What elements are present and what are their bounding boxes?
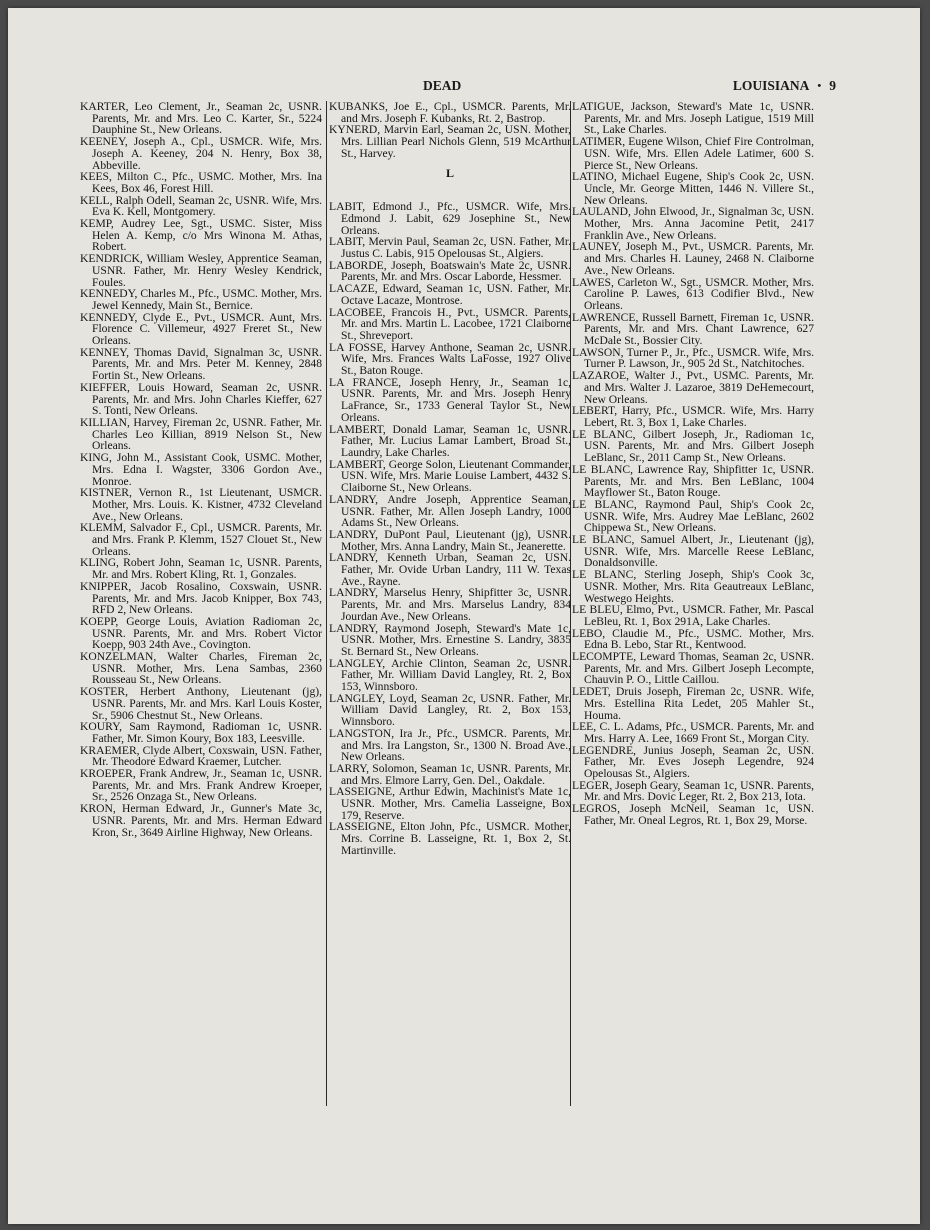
casualty-entry: LAUNEY, Joseph M., Pvt., USMCR. Parents, Mr. and Mrs. Charles H. Launey, 2468 N. Claiborne Ave., New Orleans. [572,240,814,277]
casualty-entry: KENDRICK, William Wesley, Apprentice Seaman, USNR. Father, Mr. Henry Wesley Kendrick, Foules. [80,252,322,289]
casualty-entry: LEGROS, Joseph McNeil, Seaman 1c, USN. Father, Mr. Oneal Legros, Rt. 1, Box 29, Morse. [572,802,814,827]
document-page [8,8,920,1224]
casualty-entry: KENNEDY, Charles M., Pfc., USMC. Mother, Mrs. Jewel Kennedy, Main St., Bernice. [80,287,322,312]
casualty-entry: LAWES, Carleton W., Sgt., USMCR. Mother, Mrs. Caroline P. Lawes, 613 Codifier Blvd., New Orleans. [572,275,814,312]
casualty-entry: LANDRY, Marselus Henry, Shipfitter 3c, USNR. Parents, Mr. and Mrs. Marselus Landry, 834 Jourdan Ave., New Orleans. [329,586,571,623]
casualty-entry: LASSEIGNE, Arthur Edwin, Machinist's Mate 1c, USNR. Mother, Mrs. Camelia Lasseigne, Box 179, Reserve. [329,785,571,822]
casualty-entry: KENNEDY, Clyde E., Pvt., USMCR. Aunt, Mrs. Florence C. Villemeur, 4927 Freret St., New Orleans. [80,310,322,348]
casualty-entry: KEMP, Audrey Lee, Sgt., USMC. Sister, Miss Helen A. Kemp, c/o Mrs Winona M. Athas, Robert. [80,217,322,254]
casualty-entry: KARTER, Leo Clement, Jr., Seaman 2c, USNR. Parents, Mr. and Mrs. Leo C. Karter, Sr., 5224 Dauphine St., New Orleans. [80,100,322,137]
column-left [80,101,322,838]
casualty-entry: KUBANKS, Joe E., Cpl., USMCR. Parents, Mr. and Mrs. Joseph F. Kubanks, Rt. 2, Bastrop. [329,100,571,125]
section-title: DEAD [423,78,462,93]
casualty-entry: KLEMM, Salvador F., Cpl., USMCR. Parents, Mr. and Mrs. Frank P. Klemm, 1527 Clouet St., New Orleans. [80,521,322,558]
casualty-entry: LANGLEY, Archie Clinton, Seaman 2c, USNR. Father, Mr. William David Langley, Rt. 2, Box 153, Winnsboro. [329,656,571,694]
casualty-entry: KELL, Ralph Odell, Seaman 2c, USNR. Wife, Mrs. Eva K. Kell, Montgomery. [80,193,322,219]
casualty-entry: KEENEY, Joseph A., Cpl., USMCR. Wife, Mrs. Joseph A. Keeney, 204 N. Henry, Box 38, Abbeville. [80,135,322,172]
casualty-entry: LA FOSSE, Harvey Anthone, Seaman 2c, USNR. Wife, Mrs. Frances Walts LaFosse, 1927 Olive St., Baton Rouge. [329,340,571,378]
column-middle-top [329,101,571,160]
casualty-entry: LATIGUE, Jackson, Steward's Mate 1c, USNR. Parents, Mr. and Mrs. Joseph Latigue, 1519 Mill St., Lake Charles. [572,100,814,137]
casualty-entry: KRON, Herman Edward, Jr., Gunner's Mate 3c, USNR. Parents, Mr. and Mrs. Herman Edward Kron, Sr., 3649 Airline Highway, New Orleans. [80,802,322,839]
casualty-entry: LE BLANC, Raymond Paul, Ship's Cook 2c, USNR. Wife, Mrs. Audrey Mae LeBlanc, 2602 Chippewa St., New Orleans. [572,497,814,535]
column-rule-left [326,101,327,1106]
casualty-entry: LANDRY, Raymond Joseph, Steward's Mate 1c, USNR. Mother, Mrs. Ernestine S. Landry, 3835 St. Bernard St., New Orleans. [329,621,571,658]
casualty-entry: LAZAROE, Walter J., Pvt., USMC. Parents, Mr. and Mrs. Walter J. Lazaroe, 3819 DeHemecourt, New Orleans. [572,369,814,406]
casualty-entry: KOEPP, George Louis, Aviation Radioman 2c, USNR. Parents, Mr. and Mrs. Robert Victor Koepp, 903 24th Ave., Covington. [80,614,322,652]
casualty-entry: KILLIAN, Harvey, Fireman 2c, USNR. Father, Mr. Charles Leo Killian, 8919 Nelson St., New Orleans. [80,415,322,453]
section-letter: L [445,165,454,180]
casualty-entry: KEES, Milton C., Pfc., USMC. Mother, Mrs. Ina Kees, Box 46, Forest Hill. [80,170,322,195]
casualty-entry: LATIMER, Eugene Wilson, Chief Fire Controlman, USN. Wife, Mrs. Ellen Adele Latimer, 600 S. Pierce St., New Orleans. [572,135,814,172]
casualty-entry: KNIPPER, Jacob Rosalino, Coxswain, USNR. Parents, Mr. and Mrs. Jacob Knipper, Box 743, RFD 2, New Orleans. [80,579,322,617]
casualty-entry: LARRY, Solomon, Seaman 1c, USNR. Parents, Mr. and Mrs. Elmore Larry, Gen. Del., Oakdale. [329,761,571,787]
casualty-entry: KYNERD, Marvin Earl, Seaman 2c, USN. Mother, Mrs. Lillian Pearl Nichols Glenn, 519 McArthur St., Harvey. [329,123,571,160]
page-number: 9 [829,78,836,93]
column-middle-bottom [329,201,571,856]
casualty-entry: LANDRY, Andre Joseph, Apprentice Seaman, USNR. Father, Mr. Allen Joseph Landry, 1000 Adams St., New Orleans. [329,492,571,530]
casualty-entry: LAWSON, Turner P., Jr., Pfc., USMCR. Wife, Mrs. Turner P. Lawson, Jr., 905 2d St., Natchitoches. [572,345,814,371]
casualty-entry: LEGER, Joseph Geary, Seaman 1c, USNR. Parents, Mr. and Mrs. Dovic Leger, Rt. 2, Box 213, Iota. [572,778,814,804]
casualty-entry: LACAZE, Edward, Seaman 1c, USN. Father, Mr. Octave Lacaze, Montrose. [329,282,571,307]
casualty-entry: LE BLANC, Gilbert Joseph, Jr., Radioman 1c, USN. Parents, Mr. and Mrs. Gilbert Joseph LeBlanc, Sr., 2011 Camp St., New Orleans. [572,427,814,465]
casualty-entry: KRAEMER, Clyde Albert, Coxswain, USN. Father, Mr. Theodore Edward Kraemer, Lutcher. [80,743,322,769]
casualty-entry: LANGSTON, Ira Jr., Pfc., USMCR. Parents, Mr. and Mrs. Ira Langston, Sr., 1300 N. Broad Ave., New Orleans. [329,726,571,764]
state-name: LOUISIANA [732,78,810,93]
casualty-entry: LEBERT, Harry, Pfc., USMCR. Wife, Mrs. Harry Lebert, Rt. 3, Box 1, Lake Charles. [572,404,814,429]
casualty-entry: KIEFFER, Louis Howard, Seaman 2c, USNR. Parents, Mr. and Mrs. John Charles Kieffer, 627 S. Tonti, New Orleans. [80,380,322,418]
casualty-entry: LAWRENCE, Russell Barnett, Fireman 1c, USNR. Parents, Mr. and Mrs. Chant Lawrence, 627 McDale St., Bossier City. [572,310,814,348]
casualty-entry: LE BLANC, Lawrence Ray, Shipfitter 1c, USNR. Parents, Mr. and Mrs. Ben LeBlanc, 1004 Mayflower St., Baton Rouge. [572,462,814,500]
page-header [88,78,836,98]
casualty-entry: LA FRANCE, Joseph Henry, Jr., Seaman 1c, USNR. Parents, Mr. and Mrs. Joseph Henry LaFrance, Sr., 1733 General Taylor St., New Orleans. [329,375,571,424]
casualty-entry: LE BLANC, Samuel Albert, Jr., Lieutenant (jg), USNR. Wife, Mrs. Marcelle Reese LeBlanc, Donaldsonville. [572,533,814,570]
casualty-entry: LABIT, Mervin Paul, Seaman 2c, USN. Father, Mr. Justus C. Labis, 915 Opelousas St., Algiers. [329,235,571,261]
casualty-entry: LAMBERT, Donald Lamar, Seaman 1c, USNR. Father, Mr. Lucius Lamar Lambert, Broad St., Laundry, Lake Charles. [329,422,571,459]
casualty-entry: KOURY, Sam Raymond, Radioman 1c, USNR. Father, Mr. Simon Koury, Box 183, Leesville. [80,720,322,745]
casualty-entry: LEDET, Druis Joseph, Fireman 2c, USNR. Wife, Mrs. Estellina Rita Ledet, 205 Mahler St., Houma. [572,685,814,722]
casualty-entry: LATINO, Michael Eugene, Ship's Cook 2c, USN. Uncle, Mr. George Mitten, 1446 N. Villere St., New Orleans. [572,170,814,207]
casualty-entry: LAMBERT, George Solon, Lieutenant Commander, USN. Wife, Mrs. Marie Louise Lambert, 4432 S. Claiborne St., New Orleans. [329,457,571,495]
casualty-entry: LE BLEU, Elmo, Pvt., USMCR. Father, Mr. Pascal LeBleu, Rt. 1, Box 291A, Lake Charles. [572,603,814,628]
casualty-entry: LEE, C. L. Adams, Pfc., USMCR. Parents, Mr. and Mrs. Harry A. Lee, 1669 Front St., Morgan City. [572,720,814,745]
casualty-entry: LAULAND, John Elwood, Jr., Signalman 3c, USN. Mother, Mrs. Anna Jacomine Petit, 2417 Franklin Ave., New Orleans. [572,205,814,242]
running-head [733,78,836,94]
casualty-entry: LE BLANC, Sterling Joseph, Ship's Cook 3c, USNR. Mother, Mrs. Rita Geautreaux LeBlanc, Westwego Heights. [572,568,814,605]
casualty-entry: LEGENDRE, Junius Joseph, Seaman 2c, USN. Father, Mr. Eves Joseph Legendre, 924 Opelousas St., Algiers. [572,743,814,781]
bullet-separator: • [817,80,822,92]
casualty-entry: LABIT, Edmond J., Pfc., USMCR. Wife, Mrs. Edmond J. Labit, 629 Josephine St., New Orleans. [329,200,571,237]
casualty-entry: LECOMPTE, Leward Thomas, Seaman 2c, USNR. Parents, Mr. and Mrs. Gilbert Joseph Lecompte, Chauvin P. O., Little Caillou. [572,650,814,687]
casualty-entry: KROEPER, Frank Andrew, Jr., Seaman 1c, USNR. Parents, Mr. and Mrs. Frank Andrew Kroeper, Sr., 2526 Onzaga St., New Orleans. [80,767,322,804]
casualty-entry: KENNEY, Thomas David, Signalman 3c, USNR. Parents, Mr. and Mrs. Peter M. Kenney, 2848 Fortin St., New Orleans. [80,345,322,383]
column-middle [329,101,571,857]
casualty-entry: KLING, Robert John, Seaman 1c, USNR. Parents, Mr. and Mrs. Robert Kling, Rt. 1, Gonzales. [80,556,322,582]
casualty-entry: LANGLEY, Loyd, Seaman 2c, USNR. Father, Mr. William David Langley, Rt. 2, Box 153, Winnsboro. [329,691,571,729]
column-right [572,101,814,827]
casualty-entry: LANDRY, Kenneth Urban, Seaman 2c, USN. Father, Mr. Ovide Urban Landry, 111 W. Texas Ave., Rayne. [329,551,571,588]
casualty-entry: KONZELMAN, Walter Charles, Fireman 2c, USNR. Mother, Mrs. Lena Sambas, 2360 Rousseau St., New Orleans. [80,650,322,687]
casualty-entry: KOSTER, Herbert Anthony, Lieutenant (jg), USNR. Parents, Mr. and Mrs. Karl Louis Koster, Sr., 5906 Chestnut St., New Orleans. [80,685,322,722]
casualty-entry: LEBO, Claudie M., Pfc., USMC. Mother, Mrs. Edna B. Lebo, Star Rt., Kentwood. [572,626,814,652]
casualty-entry: LASSEIGNE, Elton John, Pfc., USMCR. Mother, Mrs. Corrine B. Lasseigne, Rt. 1, Box 2, St. Martinville. [329,820,571,857]
casualty-entry: LANDRY, DuPont Paul, Lieutenant (jg), USNR. Mother, Mrs. Anna Landry, Main St., Jeanerette. [329,527,571,553]
casualty-entry: LACOBEE, Francois H., Pvt., USMCR. Parents, Mr. and Mrs. Martin L. Lacobee, 1721 Claiborne St., Shreveport. [329,305,571,342]
casualty-entry: KING, John M., Assistant Cook, USMC. Mother, Mrs. Edna I. Wagster, 3306 Gordon Ave., Monroe. [80,451,322,488]
casualty-entry: LABORDE, Joseph, Boatswain's Mate 2c, USNR. Parents, Mr. and Mrs. Oscar Laborde, Hessmer. [329,258,571,284]
casualty-entry: KISTNER, Vernon R., 1st Lieutenant, USMCR. Mother, Mrs. Louis. K. Kistner, 4732 Cleveland Ave., New Orleans. [80,486,322,523]
